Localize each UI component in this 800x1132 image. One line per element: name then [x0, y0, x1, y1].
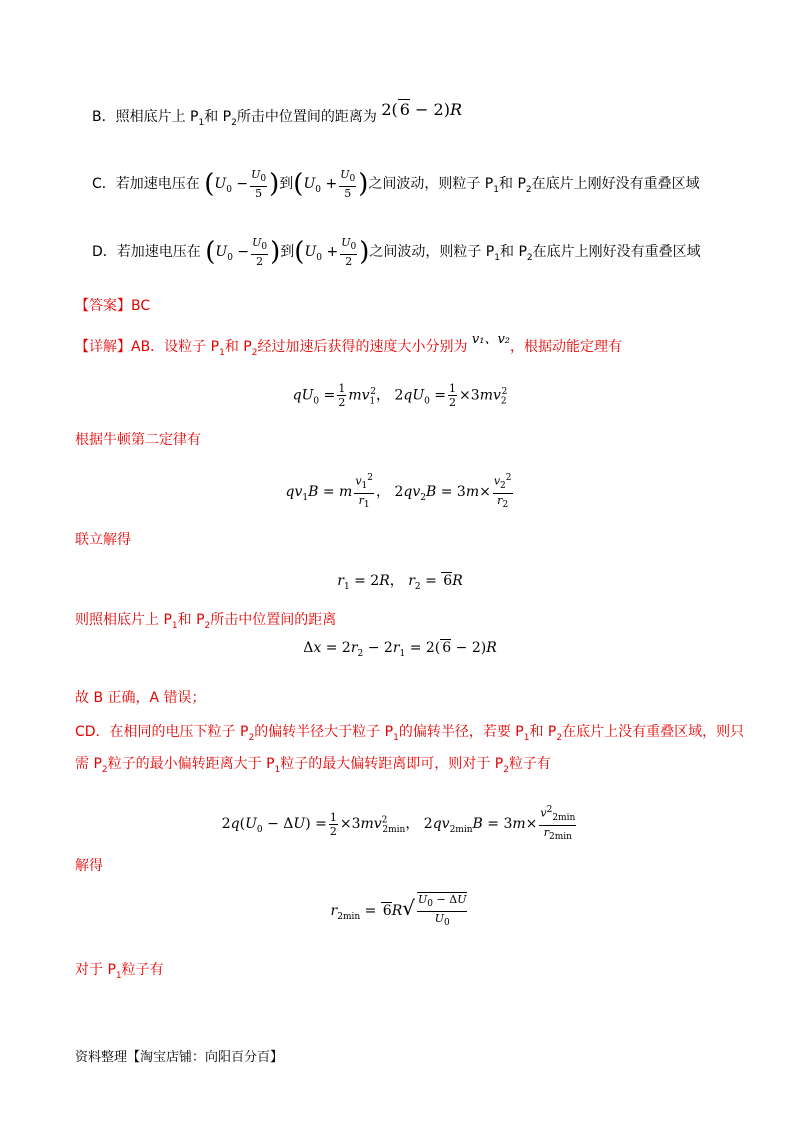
sub: 2 — [526, 252, 533, 263]
option-b-text: 和 P — [204, 109, 232, 125]
sub: 1 — [198, 117, 205, 128]
detail-text: 经过加速后获得的速度大小分别为 — [257, 339, 468, 355]
answer: 【答案】BC — [75, 298, 151, 314]
option-b-formula: 2( 6 − 2)R — [381, 100, 462, 119]
solve-text: 联立解得 — [75, 532, 131, 548]
sub: 2 — [101, 764, 108, 775]
detail-text: 【详解】AB．设粒子 P — [75, 339, 220, 355]
p1-part: 粒子有 — [121, 962, 164, 978]
denominator: 5 — [344, 187, 352, 201]
cd-part: 的偏转半径，若要 P — [398, 724, 524, 740]
sub: 2 — [251, 347, 258, 358]
option-c-text: 在底片上刚好没有重叠区域 — [531, 176, 700, 193]
p1-text — [75, 960, 164, 986]
distance-text — [75, 610, 336, 636]
option-b-text: B．照相底片上 P — [92, 109, 199, 125]
equation-radii: $r_1 = 2R$， $r_2 = 6R$ — [337, 573, 463, 592]
option-b-text: 所击中位置间的距离为 — [236, 109, 377, 125]
sub: 1 — [523, 732, 530, 743]
sub: 2 — [525, 184, 532, 195]
denominator: 2 — [256, 255, 264, 269]
conclusion-text: 故 B 正确，A 错误； — [75, 690, 206, 706]
option-d: D．若加速电压在 ($U_0$ − $\frac{U_0}{2}$ )到($U_0$ + $\frac{U_0}{2}$ )之间波动，则粒子 $P_1$和 $P_2$在底片上刚好没有重叠区域 — [92, 236, 701, 269]
detail-intro — [75, 332, 623, 363]
sub: 1 — [171, 620, 178, 631]
sub: 1 — [115, 970, 122, 981]
option-c-text: C．若加速电压在 — [92, 176, 200, 193]
sub: 2 — [231, 117, 237, 128]
sub: 1 — [274, 764, 281, 775]
cd-part: 的偏转半径大于粒子 P — [254, 724, 394, 740]
equation-min: $2q(U_0 - \Delta U)$ = $\frac{1}{2}$ $\times 3mv^2_{2min}$， $2qv_{2min}B = 3m\times$ $\frac{v^2_{2min}}{r_{2min}}$ — [221, 805, 576, 843]
to-text: 到 — [279, 176, 294, 193]
equation-newton: $qv_1B = m$ $\frac{v_1^2}{r_1}$ ， $2qv_2B = 3m\times$ $\frac{v_2^2}{r_2}$ — [285, 473, 512, 511]
sub: 1 — [493, 184, 499, 195]
cd-part: 粒子有 — [508, 756, 551, 772]
sub: 2 — [204, 620, 211, 631]
footer: 资料整理【淘宝店铺：向阳百分百】 — [75, 1050, 284, 1065]
cd-part: 粒子的最小偏转距离大于 P — [107, 756, 275, 772]
denominator: 2 — [345, 255, 353, 269]
cd-line-1 — [75, 722, 744, 748]
cd-part: 在底片上没有重叠区域，则只 — [562, 724, 745, 740]
distance-part: 和 P — [177, 612, 205, 628]
cd-part: 需 P — [75, 756, 102, 772]
sub: 2 — [503, 764, 509, 775]
option-b — [92, 100, 462, 133]
equation-distance: $\Delta x = 2r_2 - 2r_1 = 2$( 6 − 2)R — [303, 640, 497, 659]
sub: 2 — [556, 732, 563, 743]
newton-text: 根据牛顿第二定律有 — [75, 432, 201, 448]
sub: 1 — [393, 732, 399, 743]
cd-part: CD．在相同的电压下粒子 P — [75, 724, 249, 740]
option-d-text: 之间波动，则粒子 P — [369, 244, 495, 261]
distance-part: 则照相底片上 P — [75, 612, 172, 628]
sub: 1 — [219, 347, 225, 358]
sub: 2 — [248, 732, 255, 743]
option-c: C．若加速电压在 ($U_0$ − $\frac{U_0}{5}$ )到($U_0$ + $\frac{U_0}{5}$ )之间波动，则粒子 $P_1$和 $P_2$在底片上刚好没有重叠区域 — [92, 168, 700, 201]
solve2-text: 解得 — [75, 858, 103, 874]
cd-line-2 — [75, 754, 551, 780]
option-c-text: 之间波动，则粒子 P — [368, 176, 494, 193]
option-d-text: 在底片上刚好没有重叠区域 — [532, 244, 701, 261]
equation-r2min: $r_{2min} = 6R√$ $\frac{U_0 - \Delta U}{U_0}$ — [330, 893, 467, 929]
option-d-text: 和 P — [500, 244, 527, 261]
detail-text: ，根据动能定理有 — [510, 339, 623, 355]
to-text: 到 — [280, 244, 295, 261]
option-d-text: D．若加速电压在 — [92, 244, 201, 261]
cd-part: 粒子的最大偏转距离即可，则对于 P — [280, 756, 504, 772]
distance-part: 所击中位置间的距离 — [210, 612, 337, 628]
cd-part: 和 P — [529, 724, 557, 740]
detail-text: 和 P — [224, 339, 252, 355]
option-c-text: 和 P — [499, 176, 526, 193]
sub: 1 — [494, 252, 500, 263]
velocity-symbols: v₁、v₂ — [471, 332, 511, 347]
denominator: 5 — [255, 187, 263, 201]
equation-energy: $qU_0$ = $\frac{1}{2}$ $mv_1^2$， $2qU_0$ = $\frac{1}{2}$ $\times 3mv_2^2$ — [292, 382, 508, 409]
p1-part: 对于 P — [75, 962, 116, 978]
